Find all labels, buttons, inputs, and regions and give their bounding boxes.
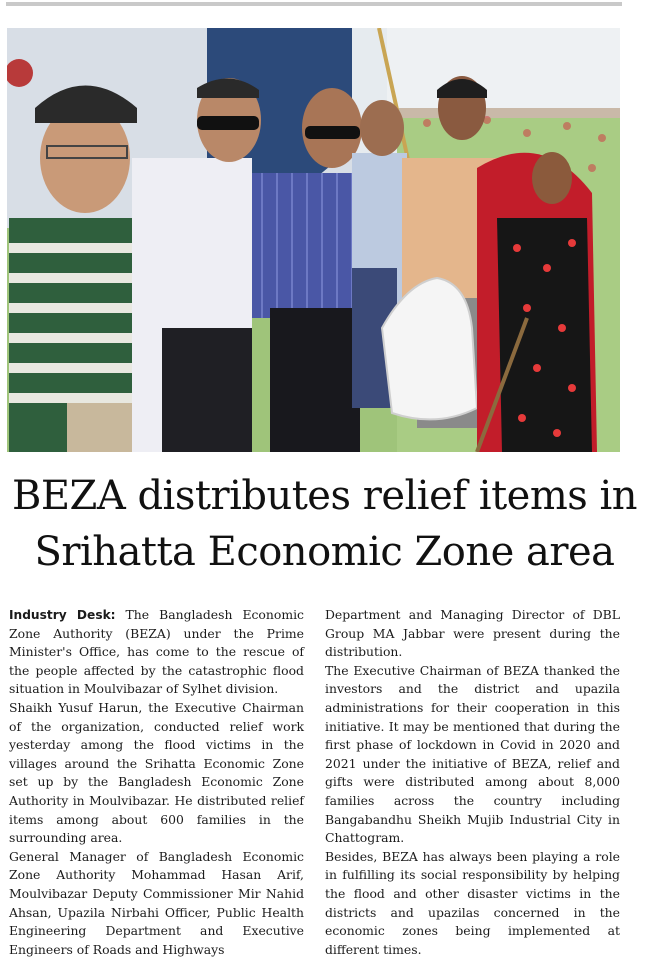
article-body [9, 606, 620, 959]
byline: Industry Desk: [9, 608, 116, 622]
top-rule [6, 2, 622, 6]
paragraph: Department and Managing Director of DBL Group MA Jabbar were present during the distribution. [325, 607, 620, 660]
headline [0, 468, 649, 580]
paragraph [9, 606, 304, 699]
paragraph: Besides, BEZA has always been playing a role in fulfilling its social responsibility by helping the flood and other disaster victims in the districts and upazilas concerned in the economic zones being implemented at different times. [325, 848, 620, 957]
article-column-2 [325, 606, 620, 959]
paragraph: General Manager of Bangladesh Economic Zone Authority Mohammad Hasan Arif, Moulvibazar Deputy Commissioner Mir Nahid Ahsan, Upazila Nirbahi Officer, Public Health Engineering Department and Executive Engineers of Roads and Highways [9, 848, 304, 957]
article-column-1 [9, 606, 304, 959]
headline-line-1: BEZA distributes relief items in [11, 473, 638, 519]
paragraph-text: The Bangladesh Economic Zone Authority (BEZA) under the Prime Minister's Office, has come to the rescue of the people affected by the catastrophic flood situation in Moulvibazar of Sylhet division. [9, 607, 304, 697]
paragraph: Shaikh Yusuf Harun, the Executive Chairman of the organization, conducted relief work yesterday among the flood victims in the villages around the Srihatta Economic Zone set up by the Bangladesh Economic Zone Authority in Moulvibazar. He distributed relief items among about 600 families in the surrounding area. [9, 699, 304, 846]
paragraph: The Executive Chairman of BEZA thanked the investors and the district and upazila administrations for their cooperation in this initiative. It may be mentioned that during the first phase of lockdown in Covid in 2020 and 2021 under the initiative of BEZA, relief and gifts were distributed among about 8,000 families across the country including Bangabandhu Sheikh Mujib Industrial City in Chattogram. [325, 662, 620, 846]
news-photo [7, 28, 620, 452]
news-photo-illustration [7, 28, 620, 452]
headline-line-2: Srihatta Economic Zone area [34, 529, 615, 575]
